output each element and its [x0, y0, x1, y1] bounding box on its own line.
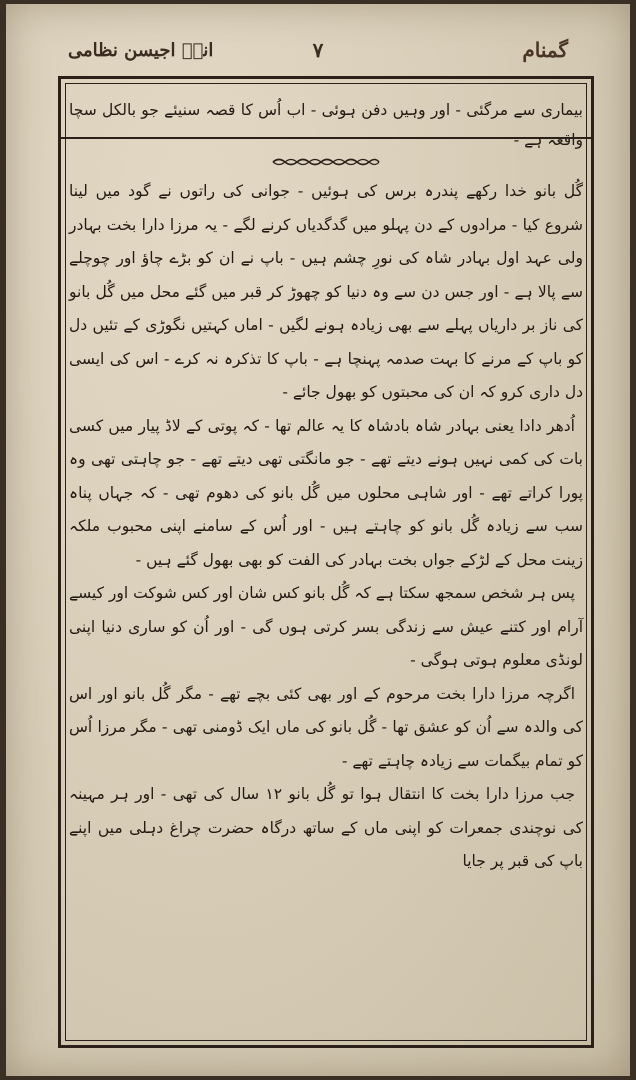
paragraph: اُدھر دادا یعنی بہادر شاہ بادشاہ کا یہ عالم تھا - کہ پوتی کے لاڈ پیار میں کسی بات کی کمی نہیں ہونے دیتے تھے - جو مانگتی تھی دیتے تھے - جو چاہتی تھی وہ پورا کراتے تھے - اور شاہی محلوں میں گُل بانو کی دھوم تھی - کہ جہاں پناہ سب سے زیادہ گُل بانو کو چاہتے ہیں - اور اُس کے سامنے اپنی محبوب ملکہ زینت محل کے لڑکے جواں بخت بہادر کی الفت کو بھی بھول گئے ہیں - — [69, 416, 583, 569]
paragraph: اگرچہ مرزا دارا بخت مرحوم کے اور بھی کئی بچے تھے - مگر گُل بانو اور اس کی والدہ سے اُن کو عشق تھا - گُل بانو کی ماں ایک ڈومنی تھی - مگر مرزا اُس کو تمام بیگمات سے زیادہ چاہتے تھے - — [69, 684, 583, 770]
paragraph: جب مرزا دارا بخت کا انتقال ہوا تو گُل بانو ۱۲ سال کی تھی - اور ہر مہینہ کی نوچندی جمعرات کو اپنی ماں کے ساتھ درگاہ حضرت چراغ دہلی میں اپنے باپ کی قبر پر جایا — [69, 785, 583, 870]
book-page — [6, 4, 630, 1076]
paragraph: پس ہر شخص سمجھ سکتا ہے کہ گُل بانو کس شان اور کس شوکت اور کیسے آرام اور کتنے عیش سے زندگی بسر کرتی ہوں گی - اور اُن کو ساری دنیا اپنی لونڈی معلوم ہوتی ہوگی - — [69, 584, 583, 669]
body-text — [69, 175, 583, 879]
text-frame — [58, 76, 594, 1048]
ornament-divider — [271, 157, 381, 167]
author-name: انیؔ اجیسن نظامی — [68, 40, 214, 61]
book-title: گمنام — [522, 38, 568, 62]
continuation-line: بیماری سے مرگئی - اور وہیں دفن ہوئی - اب اُس کا قصہ سنیئے جو بالکل سچا واقعہ ہے - — [69, 101, 583, 149]
divider-rule — [61, 137, 591, 139]
page-header — [46, 34, 590, 74]
paragraph: گُل بانو خدا رکھے پندرہ برس کی ہوئیں - جوانی کی راتوں نے گود میں لینا شروع کیا - مرادوں کے دن پہلو میں گدگدیاں کرنے لگے - یہ مرزا دارا بخت بہادر ولی عہد اول بہادر شاہ کی نورِ چشم ہیں - باپ نے ان کو بڑے چاؤ اور چوچلے سے پالا ہے - اور جس دن سے وہ دنیا کو چھوڑ کر قبر میں گئے محل میں گُل بانو کی ناز بر داریاں پہلے سے بھی زیادہ ہونے لگیں - اماں کہتیں نگوڑی کے تئیں دل کو باپ کے مرنے کا بہت صدمہ پہنچا ہے - باپ کا تذکرہ نہ کرے - اس کی ایسی دل داری کرو کہ ان کی محبتوں کو بھول جائے - — [69, 182, 583, 401]
page-number: ۷ — [312, 38, 324, 62]
